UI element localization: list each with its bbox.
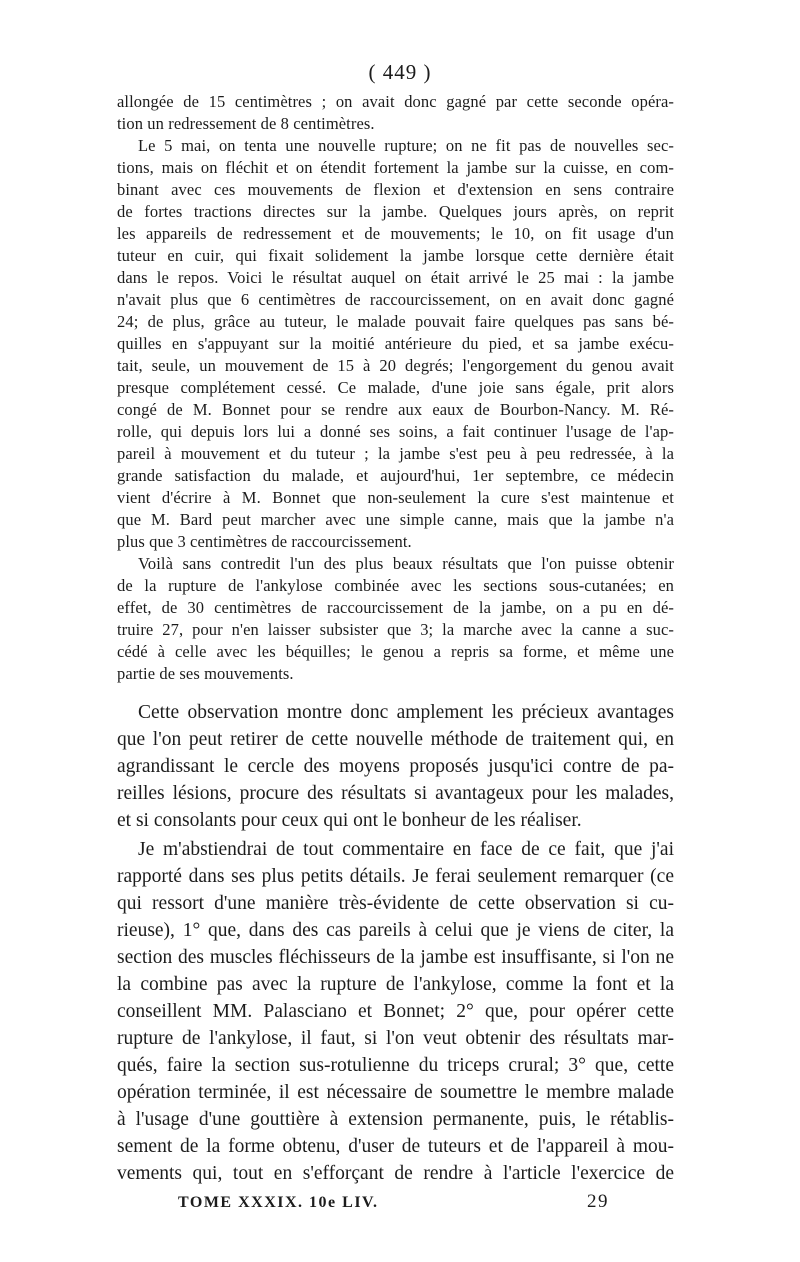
text-line: 24; de plus, grâce au tuteur, le malade pouvait faire quelques pas sans bé- — [117, 312, 674, 331]
text-line: rupture de l'ankylose, il faut, si l'on veut obtenir des résultats mar- — [117, 1028, 674, 1049]
text-line: quilles en s'appuyant sur la moitié antérieure du pied, et sa jambe exécu- — [117, 334, 674, 353]
text-line: rieuse), 1° que, dans des cas pareils à celui que je viens de citer, la — [117, 920, 674, 941]
text-line: Voilà sans contredit l'un des plus beaux résultats que l'on puisse obtenir — [138, 554, 674, 573]
text-line: conseillent MM. Palasciano et Bonnet; 2° que, pour opérer cette — [117, 1001, 674, 1022]
volume-footer: TOME XXXIX. 10e LIV. — [178, 1194, 379, 1211]
text-line: dans le repos. Voici le résultat auquel on était arrivé le 25 mai : la jambe — [117, 268, 674, 287]
text-line: agrandissant le cercle des moyens proposés jusqu'ici contre de pa- — [117, 756, 674, 777]
signature-mark: 29 — [587, 1191, 609, 1212]
text-line: de la rupture de l'ankylose combinée avec les sections sous-cutanées; en — [117, 576, 674, 595]
page-number: ( 449 ) — [368, 60, 432, 84]
text-line: binant avec ces mouvements de flexion et d'extension en sens contraire — [117, 180, 674, 199]
text-line: à l'usage d'une gouttière à extension permanente, puis, le rétablis- — [117, 1109, 674, 1130]
text-line: tait, seule, un mouvement de 15 à 20 degrés; l'engorgement du genou avait — [117, 356, 674, 375]
text-line: grande satisfaction du malade, et aujourd'hui, 1er septembre, ce médecin — [117, 466, 674, 485]
text-line: truire 27, pour n'en laisser subsister que 3; la marche avec la canne a suc- — [117, 620, 674, 639]
text-line: rolle, qui depuis lors lui a donné ses soins, a fait continuer l'usage de l'ap- — [117, 422, 674, 441]
text-line: tions, mais on fléchit et on étendit fortement la jambe sur la cuisse, en com- — [117, 158, 674, 177]
text-line: allongée de 15 centimètres ; on avait donc gagné par cette seconde opéra- — [117, 92, 674, 111]
text-line: sement de la forme obtenu, d'user de tuteurs et de l'appareil à mou- — [117, 1136, 674, 1157]
text-line: section des muscles fléchisseurs de la jambe est insuffisante, si l'on ne — [117, 947, 674, 968]
text-line: effet, de 30 centimètres de raccourcissement de la jambe, on a pu en dé- — [117, 598, 674, 617]
text-line: reilles lésions, procure des résultats si avantageux pour les malades, — [117, 783, 674, 804]
text-line: que M. Bard peut marcher avec une simple canne, mais que la jambe n'a — [117, 510, 674, 529]
text-line: qui ressort d'une manière très-évidente de cette observation si cu- — [117, 893, 674, 914]
text-line: pareil à mouvement et du tuteur ; la jambe s'est peu à peu redressée, à la — [117, 444, 674, 463]
text-line: et si consolants pour ceux qui ont le bonheur de les réaliser. — [117, 810, 582, 831]
text-line: opération terminée, il est nécessaire de soumettre le membre malade — [117, 1082, 674, 1103]
text-line: de fortes tractions directes sur la jambe. Quelques jours après, on reprit — [117, 202, 674, 221]
text-line: Cette observation montre donc amplement les précieux avantages — [138, 702, 674, 723]
text-line: que l'on peut retirer de cette nouvelle méthode de traitement qui, en — [117, 729, 674, 750]
text-line: les appareils de redressement et de mouvements; le 10, on fit usage d'un — [117, 224, 674, 243]
text-line: congé de M. Bonnet pour se rendre aux eaux de Bourbon-Nancy. M. Ré- — [117, 400, 674, 419]
text-line: vient d'écrire à M. Bonnet que non-seulement la cure s'est maintenue et — [117, 488, 674, 507]
text-line: rapporté dans ses plus petits détails. Je ferai seulement remarquer (ce — [117, 866, 674, 887]
text-line: la combine pas avec la rupture de l'ankylose, comme la font et la — [117, 974, 674, 995]
text-line: vements qui, tout en s'efforçant de rendre à l'article l'exercice de — [117, 1163, 674, 1184]
text-line: Je m'abstiendrai de tout commentaire en face de ce fait, que j'ai — [138, 839, 674, 860]
text-line: n'avait plus que 6 centimètres de raccourcissement, on en avait donc gagné — [117, 290, 674, 309]
text-line: tion un redressement de 8 centimètres. — [117, 114, 375, 133]
text-line: presque complétement cessé. Ce malade, d'une joie sans égale, prit alors — [117, 378, 674, 397]
text-line: tuteur en cuir, qui fixait solidement la jambe lorsque cette dernière était — [117, 246, 674, 265]
text-line: cédé à celle avec les béquilles; le genou a repris sa forme, et même une — [117, 642, 674, 661]
text-line: qués, faire la section sus-rotulienne du triceps crural; 3° que, cette — [117, 1055, 674, 1076]
text-line: Le 5 mai, on tenta une nouvelle rupture; on ne fit pas de nouvelles sec- — [138, 136, 674, 155]
text-line: partie de ses mouvements. — [117, 664, 294, 683]
text-line: plus que 3 centimètres de raccourcissement. — [117, 532, 412, 551]
